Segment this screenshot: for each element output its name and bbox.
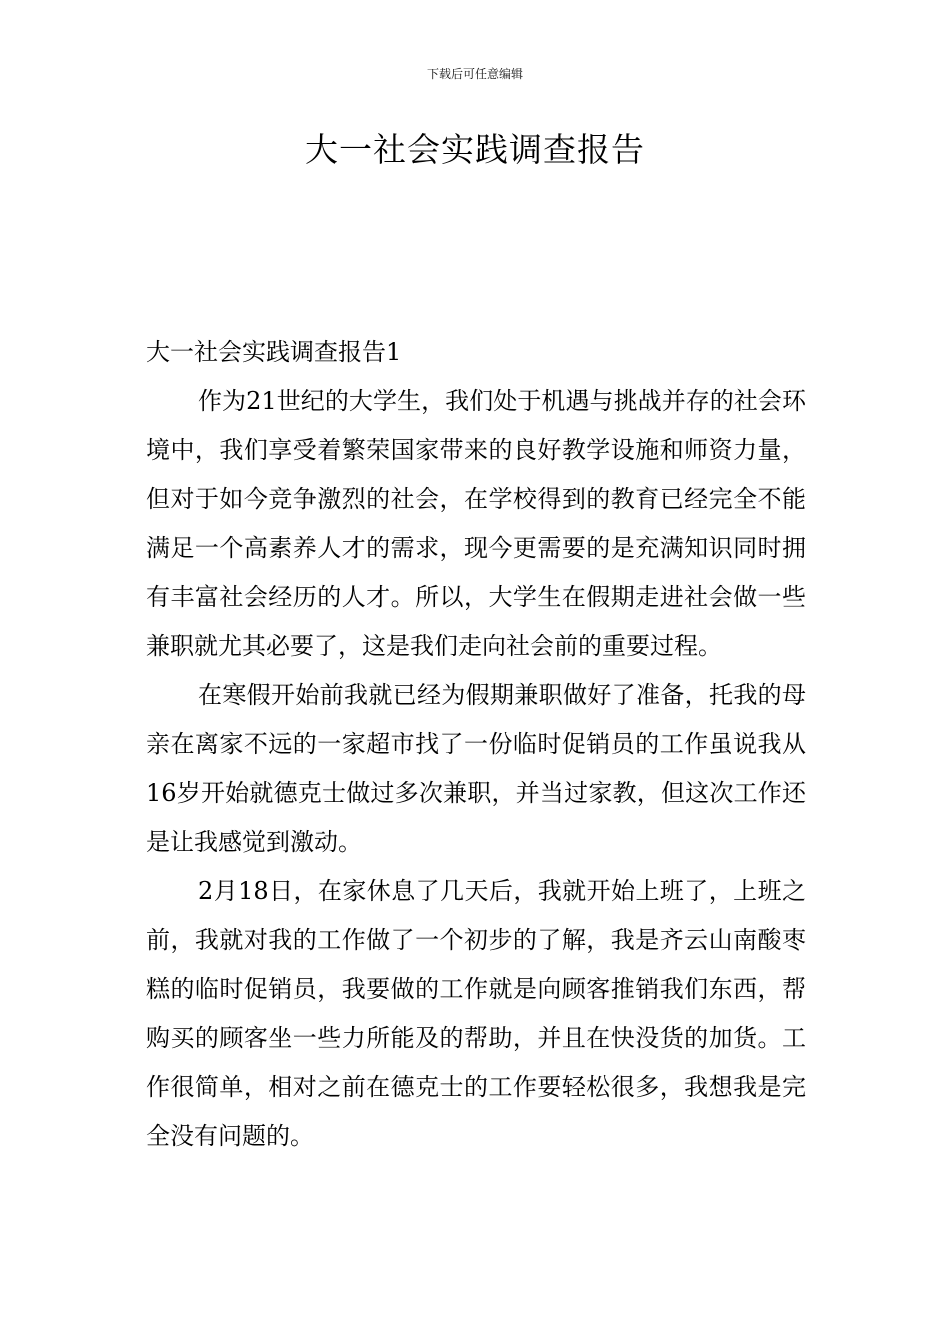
paragraph: 作为21世纪的大学生，我们处于机遇与挑战并存的社会环境中，我们享受着繁荣国家带来的良好教学设施和师资力量，但对于如今竞争激烈的社会，在学校得到的教育已经完全不能满足一个高素养人才的需求，现今更需要的是充满知识同时拥有丰富社会经历的人才。所以，大学生在假期走进社会做一些兼职就尤其必要了，这是我们走向社会前的重要过程。 (146, 387, 806, 660)
document-body (146, 328, 806, 1161)
document-title: 大一社会实践调查报告 (305, 130, 645, 169)
paragraph: 2月18日，在家休息了几天后，我就开始上班了，上班之前，我就对我的工作做了一个初步的了解，我是齐云山南酸枣糕的临时促销员，我要做的工作就是向顾客推销我们东西，帮购买的顾客坐一些力所能及的帮助，并且在快没货的加货。工作很简单，相对之前在德克士的工作要轻松很多，我想我是完全没有问题的。 (146, 877, 806, 1150)
paragraph: 在寒假开始前我就已经为假期兼职做好了准备，托我的母亲在离家不远的一家超市找了一份临时促销员的工作虽说我从16岁开始就德克士做过多次兼职，并当过家教，但这次工作还是让我感觉到激动。 (146, 681, 806, 856)
header-note: 下载后可任意编辑 (426, 67, 523, 81)
section-heading: 大一社会实践调查报告1 (146, 338, 402, 366)
